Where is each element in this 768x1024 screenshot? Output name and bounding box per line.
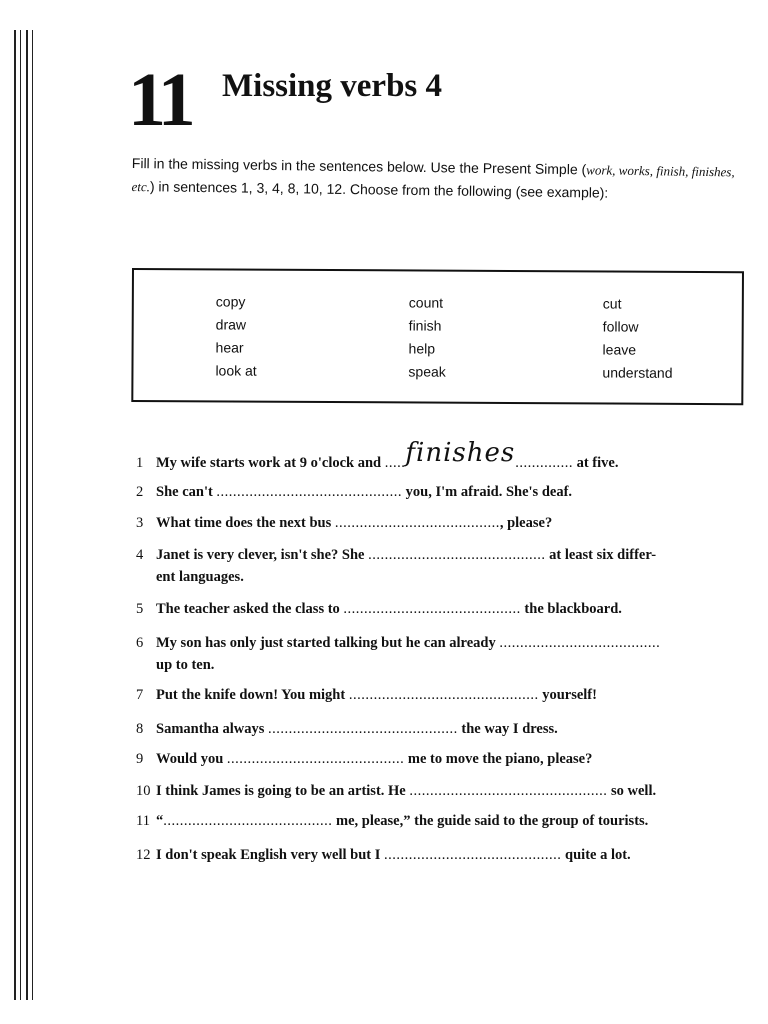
sentence-text: My son has only just started talking but he can already bbox=[156, 635, 500, 651]
sentence-12 bbox=[136, 844, 748, 866]
sentence-11 bbox=[136, 810, 748, 832]
word-item: follow bbox=[602, 318, 639, 335]
sentence-text: so well. bbox=[607, 783, 657, 799]
answer-blank[interactable]: .............................................. bbox=[268, 721, 458, 737]
word-item: finish bbox=[408, 317, 442, 334]
answer-blank[interactable]: ........................................ bbox=[334, 515, 500, 531]
sentence-text: at least six differ- bbox=[545, 547, 657, 563]
sentence-7 bbox=[136, 684, 748, 706]
sentence-text: The teacher asked the class to bbox=[156, 601, 344, 617]
instructions-text-2: ) in sentences 1, 3, 4, 8, 10, 12. Choose from the following (see example): bbox=[149, 178, 609, 201]
answer-blank[interactable]: ....................................... bbox=[499, 635, 661, 651]
sentence-text: Would you bbox=[156, 751, 227, 767]
sentence-8 bbox=[136, 718, 748, 740]
sentence-number: 10 bbox=[136, 783, 151, 799]
answer-blank[interactable]: ........................................... bbox=[384, 847, 562, 863]
answer-blank[interactable]: ................................................ bbox=[409, 783, 608, 799]
word-item: draw bbox=[215, 316, 247, 333]
word-item: cut bbox=[602, 295, 622, 312]
sentence-text: me to move the piano, please? bbox=[404, 751, 593, 767]
sentence-text: I think James is going to be an artist. He bbox=[156, 783, 410, 799]
page-title: Missing verbs 4 bbox=[222, 68, 443, 104]
sentence-number: 3 bbox=[136, 515, 144, 531]
sentence-number: 6 bbox=[136, 635, 144, 651]
word-list bbox=[215, 290, 735, 384]
sentence-text: me, please,” the guide said to the group of tourists. bbox=[332, 813, 649, 829]
sentence-text: yourself! bbox=[538, 687, 597, 703]
word-item: leave bbox=[602, 341, 637, 358]
instructions-examples: work, works, finish, finishes, etc. bbox=[131, 162, 735, 195]
instructions bbox=[131, 152, 752, 207]
sentence-text: Put the knife down! You might bbox=[156, 687, 349, 703]
sentence-text: Samantha always bbox=[156, 721, 268, 737]
sentence-10 bbox=[136, 780, 748, 802]
sentence-text: , please? bbox=[499, 515, 553, 531]
sentence-3 bbox=[136, 512, 748, 534]
answer-blank[interactable]: ............................................. bbox=[216, 484, 403, 500]
word-item: understand bbox=[602, 364, 673, 381]
word-item: count bbox=[408, 294, 444, 311]
sentence-number: 7 bbox=[136, 687, 144, 703]
answer-blank[interactable]: ........................................... bbox=[226, 751, 405, 767]
sentence-text: at five. bbox=[572, 455, 619, 471]
answer-blank[interactable]: ......................................... bbox=[163, 813, 333, 829]
sentence-number: 8 bbox=[136, 721, 144, 737]
sentence-text: Janet is very clever, isn't she? She bbox=[156, 547, 369, 563]
word-item: hear bbox=[215, 339, 244, 356]
answer-blank[interactable]: .............................................. bbox=[348, 687, 539, 703]
sentence-text: My wife starts work at 9 o'clock and bbox=[156, 455, 385, 471]
word-box bbox=[131, 268, 744, 405]
unit-number: 11 bbox=[128, 58, 192, 142]
sentence-4 bbox=[136, 544, 748, 588]
handwritten-answer: finishes bbox=[405, 438, 516, 468]
sentence-text: you, I'm afraid. She's deaf. bbox=[402, 484, 573, 500]
sentence-number: 11 bbox=[136, 813, 150, 829]
sentence-text: the blackboard. bbox=[520, 601, 622, 617]
sentence-text: What time does the next bus bbox=[156, 515, 335, 531]
sentence-number: 2 bbox=[136, 484, 144, 500]
word-item: speak bbox=[408, 363, 446, 380]
instructions-text-1: Fill in the missing verbs in the sentences below. Use the Present Simple ( bbox=[131, 154, 587, 178]
sentence-9 bbox=[136, 748, 748, 770]
sentence-text: “ bbox=[156, 813, 164, 829]
word-item: copy bbox=[215, 293, 246, 310]
sentence-text: the way I dress. bbox=[457, 721, 558, 737]
word-item: look at bbox=[215, 362, 257, 379]
sentence-text: quite a lot. bbox=[561, 847, 631, 863]
sentence-number: 1 bbox=[136, 455, 144, 471]
page-binding-edge bbox=[10, 30, 36, 1000]
sentence-1: 1 My wife starts work at 9 o'clock and .....finishes.............. at five. bbox=[136, 448, 748, 474]
sentence-number: 9 bbox=[136, 751, 144, 767]
sentence-number: 5 bbox=[136, 601, 144, 617]
sentence-continuation: ent languages. bbox=[156, 569, 244, 585]
answer-blank[interactable]: ........................................... bbox=[368, 547, 546, 563]
sentence-number: 12 bbox=[136, 847, 151, 863]
sentence-text: I don't speak English very well but I bbox=[156, 847, 385, 863]
sentence-6 bbox=[136, 632, 748, 676]
answer-blank[interactable]: ........................................... bbox=[343, 601, 521, 617]
sentence-number: 4 bbox=[136, 547, 144, 563]
sentence-continuation: up to ten. bbox=[156, 657, 215, 673]
sentence-5 bbox=[136, 598, 748, 620]
sentence-text: She can't bbox=[156, 484, 217, 500]
sentence-2 bbox=[136, 481, 748, 503]
word-item: help bbox=[408, 340, 436, 357]
